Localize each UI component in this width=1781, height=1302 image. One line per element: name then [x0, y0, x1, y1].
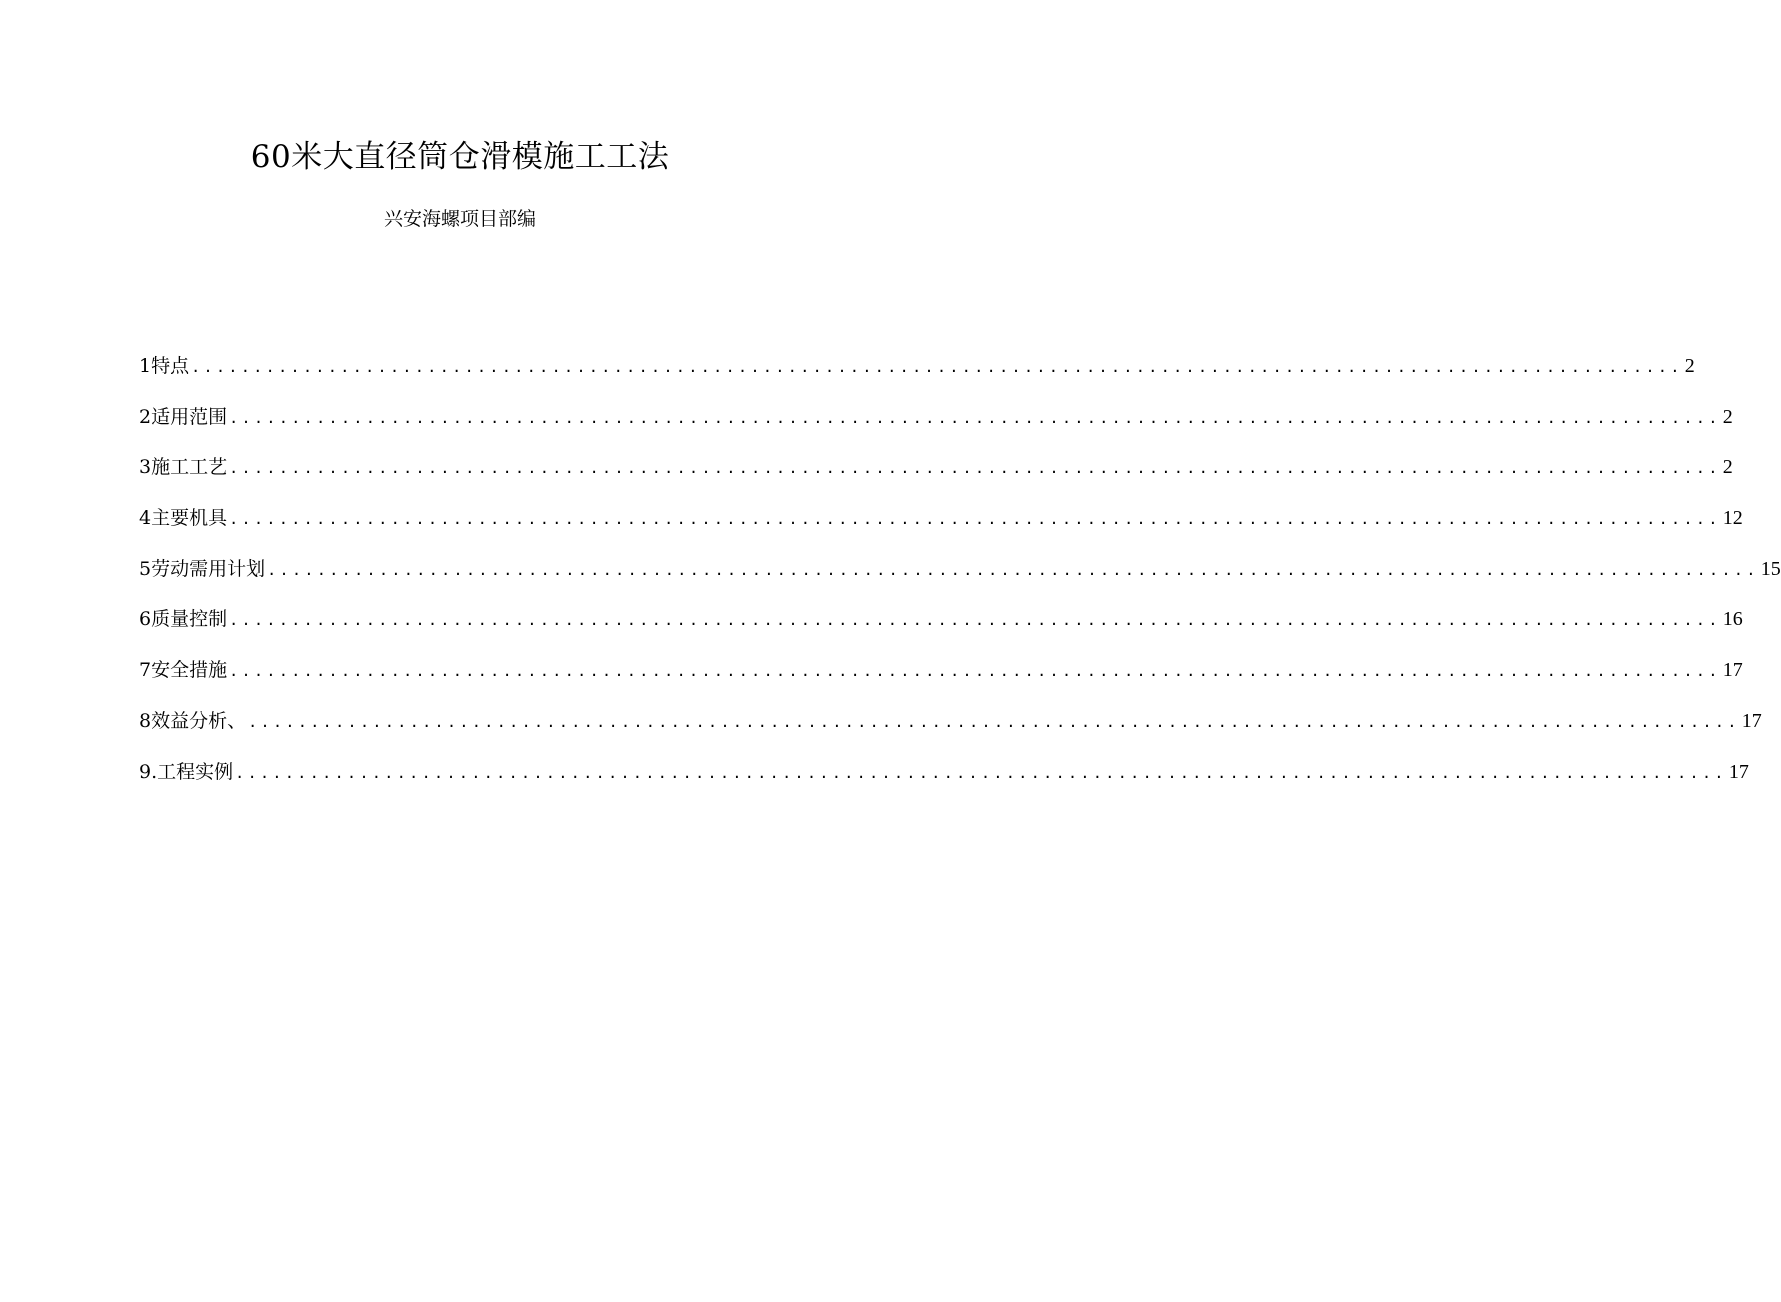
- toc-dot-leader: ........................................................................................................................: [229, 408, 1721, 427]
- toc-dot-leader: ........................................................................................................................: [229, 510, 1721, 529]
- toc-entry-label: 7安全措施: [139, 659, 228, 682]
- toc-dot-leader: ........................................................................................................................: [248, 712, 1740, 731]
- toc-page-number: 17: [1722, 659, 1743, 682]
- toc-dot-leader: ........................................................................................................................: [229, 662, 1721, 681]
- toc-page-number: 17: [1741, 709, 1762, 732]
- toc-entry-label: 2适用范围: [139, 405, 228, 428]
- toc-entry-4[interactable]: [139, 504, 1743, 555]
- toc-entry-6[interactable]: [139, 605, 1743, 656]
- toc-dot-leader: ........................................................................................................................: [229, 611, 1721, 630]
- toc-page-number: 17: [1728, 760, 1749, 783]
- toc-entry-3[interactable]: [139, 453, 1733, 504]
- toc-entry-5[interactable]: [139, 555, 1781, 606]
- toc-entry-9[interactable]: [139, 758, 1749, 809]
- toc-entry-label: 3施工工艺: [139, 456, 228, 479]
- document-subtitle: 兴安海螺项目部编: [383, 208, 536, 230]
- toc-page-number: 12: [1722, 507, 1743, 530]
- toc-page-number: 2: [1722, 405, 1733, 428]
- toc-entry-label: 5劳动需用计划: [139, 557, 266, 580]
- toc-entry-label: 4主要机具: [139, 507, 228, 530]
- toc-page-number: 2: [1722, 456, 1733, 479]
- table-of-contents: [139, 352, 1781, 808]
- toc-entry-1[interactable]: [139, 352, 1695, 403]
- toc-dot-leader: ........................................................................................................................: [229, 459, 1721, 478]
- document-title: 60米大直径筒仓滑模施工工法: [250, 139, 670, 175]
- toc-entry-label: 1特点: [139, 355, 190, 377]
- toc-entry-label: 8效益分析、: [139, 709, 247, 732]
- toc-page-number: 2: [1684, 355, 1695, 377]
- toc-page-number: 15: [1760, 557, 1781, 580]
- toc-entry-8[interactable]: [139, 707, 1762, 758]
- toc-dot-leader: ........................................................................................................................: [191, 358, 1683, 376]
- toc-entry-2[interactable]: [139, 403, 1733, 454]
- toc-dot-leader: ........................................................................................................................: [235, 763, 1727, 782]
- toc-entry-7[interactable]: [139, 656, 1743, 707]
- toc-page-number: 16: [1722, 608, 1743, 631]
- toc-entry-label: 6质量控制: [139, 608, 228, 631]
- toc-entry-label: 9.工程实例: [139, 760, 234, 783]
- toc-dot-leader: ........................................................................................................................: [267, 560, 1759, 579]
